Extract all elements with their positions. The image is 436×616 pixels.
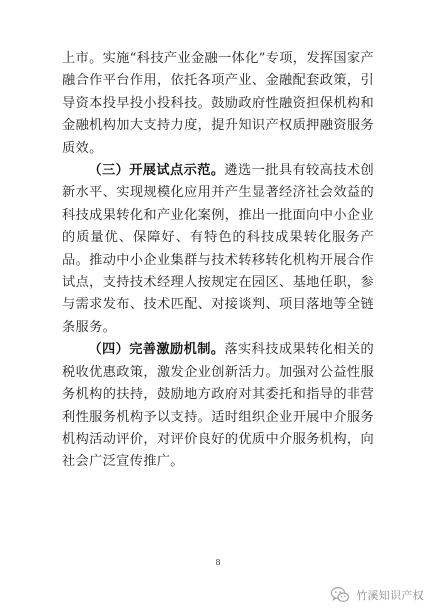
wechat-icon <box>330 585 350 605</box>
paragraph-pilot-demonstration <box>62 160 374 339</box>
page-number: 8 <box>215 558 221 567</box>
paragraph-continuation <box>62 48 374 160</box>
watermark <box>330 584 424 606</box>
paragraph-2-heading: （三）开展试点示范。 <box>88 163 225 179</box>
paragraph-1-text: 上市。实施“科技产业金融一体化”专项，发挥国家产融合作平台作用，依托各项产业、金融配套政策，引导资本投早投小投科技。鼓励政府性融资担保机构和金融机构加大支持力度，提升知识产权质押融资服务质效。 <box>62 51 375 156</box>
document-body <box>62 48 374 474</box>
paragraph-3-heading: （四）完善激励机制。 <box>88 342 225 358</box>
paragraph-2-text: 遴选一批具有较高技术创新水平、实现规模化应用并产生显著经济社会效益的科技成果转化和产业化案例，推出一批面向中小企业的质量优、保障好、有特色的科技成果转化服务产品。推动中小企业集群与技术转移转化机构开展合作试点，支持技术经理人按规定在园区、基地任职，参与需求发布、技术匹配、对接谈判、项目落地等全链条服务。 <box>62 163 374 335</box>
paragraph-3-text: 落实科技成果转化相关的税收优惠政策，激发企业创新活力。加强对公益性服务机构的扶持，鼓励地方政府对其委托和指导的非营利性服务机构予以支持。适时组织企业开展中介服务机构活动评价，对评价良好的优质中介服务机构，向社会广泛宣传推广。 <box>62 342 374 470</box>
watermark-text: 竹溪知识产权 <box>356 589 424 602</box>
paragraph-incentive-mechanism <box>62 339 374 473</box>
